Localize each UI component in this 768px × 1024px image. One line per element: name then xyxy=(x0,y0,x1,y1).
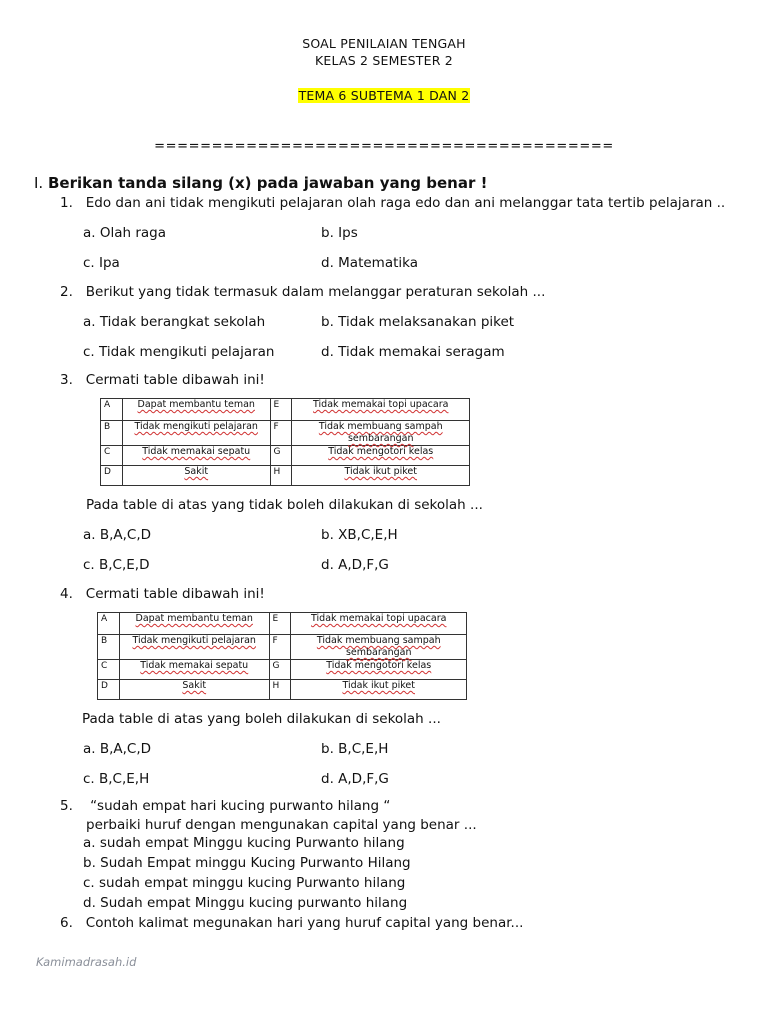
table-row xyxy=(98,660,467,680)
section-heading xyxy=(34,174,487,192)
option-a: a. B,A,C,D xyxy=(83,741,152,757)
table-cell-key: F xyxy=(269,635,291,660)
question-text: “sudah empat hari kucing purwanto hilang “ xyxy=(90,798,391,814)
question-instruction: perbaiki huruf dengan mengunakan capital yang benar ... xyxy=(86,817,477,833)
table-cell-key: H xyxy=(269,680,291,700)
table-row xyxy=(101,446,470,466)
table-cell-value: Tidak memakai topi upacara xyxy=(291,613,467,635)
question-number: 6. xyxy=(60,915,73,931)
table-cell-value: Tidak membuang sampah sembarangan xyxy=(292,421,470,446)
separator-line: ======================================== xyxy=(154,139,614,154)
question-text: Contoh kalimat megunakan hari yang huruf capital yang benar... xyxy=(85,915,524,931)
table-cell-key: H xyxy=(270,466,292,486)
option-b: b. Tidak melaksanakan piket xyxy=(321,314,515,330)
table-row xyxy=(101,466,470,486)
option-c: c. Ipa xyxy=(83,255,120,271)
question-text: Cermati table dibawah ini! xyxy=(85,586,265,602)
section-instruction: Berikan tanda silang (x) pada jawaban yang benar ! xyxy=(47,174,488,192)
option-a: a. Tidak berangkat sekolah xyxy=(83,314,266,330)
table-cell-value: Tidak memakai sepatu xyxy=(119,660,269,680)
table-cell-key: A xyxy=(101,399,123,421)
option-d: d. A,D,F,G xyxy=(321,771,389,787)
theme-heading xyxy=(0,88,768,103)
table-cell-key: E xyxy=(269,613,291,635)
document-subtitle: KELAS 2 SEMESTER 2 xyxy=(315,53,453,68)
option-c: c. B,C,E,H xyxy=(83,771,150,787)
option-b: b. Sudah Empat minggu Kucing Purwanto Hilang xyxy=(83,855,411,871)
question-number: 1. xyxy=(60,195,73,211)
table-cell-value: Tidak ikut piket xyxy=(292,466,470,486)
option-d: d. Sudah empat Minggu kucing purwanto hilang xyxy=(83,895,408,911)
table-cell-value: Tidak mengikuti pelajaran xyxy=(119,635,269,660)
question-1 xyxy=(60,195,725,211)
question-number: 4. xyxy=(60,586,73,602)
option-a: a. sudah empat Minggu kucing Purwanto hilang xyxy=(83,835,405,851)
option-c: c. B,C,E,D xyxy=(83,557,150,573)
question-prompt: Pada table di atas yang tidak boleh dilakukan di sekolah ... xyxy=(86,497,483,513)
table-cell-value: Tidak memakai topi upacara xyxy=(292,399,470,421)
theme-highlight: TEMA 6 SUBTEMA 1 DAN 2 xyxy=(298,88,470,103)
question-5 xyxy=(60,798,390,814)
option-d: d. Matematika xyxy=(321,255,418,271)
table-cell-key: D xyxy=(98,680,120,700)
question-number: 2. xyxy=(60,284,73,300)
question-4 xyxy=(60,586,265,602)
table-cell-value: Dapat membantu teman xyxy=(122,399,270,421)
table-cell-value: Sakit xyxy=(122,466,270,486)
section-number: I. xyxy=(34,174,44,192)
question-number: 5. xyxy=(60,798,73,814)
question-6 xyxy=(60,915,523,931)
option-a: a. Olah raga xyxy=(83,225,167,241)
behavior-table-2 xyxy=(97,612,467,700)
table-cell-key: E xyxy=(270,399,292,421)
option-b: b. B,C,E,H xyxy=(321,741,389,757)
table-cell-value: Tidak memakai sepatu xyxy=(122,446,270,466)
option-b: b. Ips xyxy=(321,225,358,241)
table-cell-value: Tidak mengotori kelas xyxy=(291,660,467,680)
question-2 xyxy=(60,284,545,300)
table-cell-key: A xyxy=(98,613,120,635)
option-a: a. B,A,C,D xyxy=(83,527,152,543)
table-cell-value: Tidak mengotori kelas xyxy=(292,446,470,466)
table-cell-key: G xyxy=(269,660,291,680)
table-cell-key: C xyxy=(98,660,120,680)
option-c: c. sudah empat minggu kucing Purwanto hilang xyxy=(83,875,406,891)
question-prompt: Pada table di atas yang boleh dilakukan di sekolah ... xyxy=(82,711,441,727)
table-row xyxy=(101,399,470,421)
option-c: c. Tidak mengikuti pelajaran xyxy=(83,344,275,360)
table-cell-key: B xyxy=(101,421,123,446)
table-cell-value: Tidak mengikuti pelajaran xyxy=(122,421,270,446)
watermark: Kamimadrasah.id xyxy=(36,955,137,969)
behavior-table-1 xyxy=(100,398,470,486)
table-cell-value: Dapat membantu teman xyxy=(119,613,269,635)
option-b: b. XB,C,E,H xyxy=(321,527,398,543)
table-row xyxy=(98,635,467,660)
table-cell-value: Tidak membuang sampah sembarangan xyxy=(291,635,467,660)
table-row xyxy=(98,613,467,635)
table-row xyxy=(98,680,467,700)
table-cell-value: Tidak ikut piket xyxy=(291,680,467,700)
table-cell-key: G xyxy=(270,446,292,466)
table-cell-key: D xyxy=(101,466,123,486)
question-number: 3. xyxy=(60,372,73,388)
table-cell-key: C xyxy=(101,446,123,466)
table-cell-value: Sakit xyxy=(119,680,269,700)
option-d: d. Tidak memakai seragam xyxy=(321,344,505,360)
document-title: SOAL PENILAIAN TENGAH xyxy=(302,36,466,51)
question-3 xyxy=(60,372,265,388)
question-text: Cermati table dibawah ini! xyxy=(85,372,265,388)
question-text: Berikut yang tidak termasuk dalam melanggar peraturan sekolah ... xyxy=(85,284,546,300)
table-cell-key: B xyxy=(98,635,120,660)
question-text: Edo dan ani tidak mengikuti pelajaran olah raga edo dan ani melanggar tata tertib pelajaran .. xyxy=(85,195,726,211)
option-d: d. A,D,F,G xyxy=(321,557,389,573)
table-cell-key: F xyxy=(270,421,292,446)
table-row xyxy=(101,421,470,446)
